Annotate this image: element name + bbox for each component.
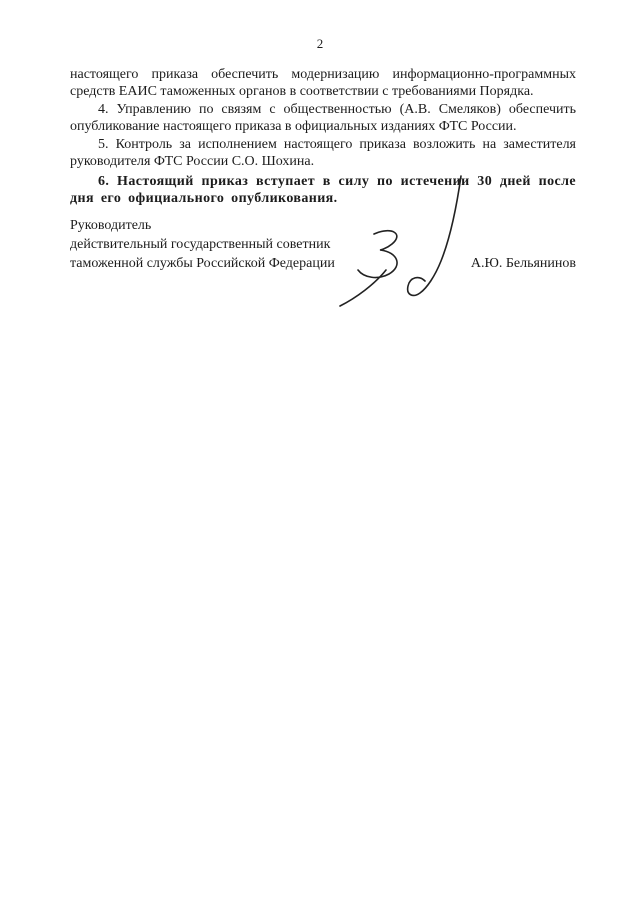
paragraph-continuation: настоящего приказа обеспечить модернизацию информационно-программных средств ЕАИС таможенных органов в соответствии с требованиями Порядка. [70,67,576,99]
paragraph-item-4: 4. Управлению по связям с общественностью (А.В. Смеляков) обеспечить опубликование настоящего приказа в официальных изданиях ФТС России. [70,102,576,134]
paragraph-item-6: 6. Настоящий приказ вступает в силу по истечении 30 дней после дня его официального опубликования. [70,174,576,206]
signature-row [70,255,576,272]
signature-block [70,217,576,272]
official-title-line-1: Руководитель [70,218,152,233]
document-body [70,66,576,272]
page-number: 2 [316,36,324,51]
official-title-line-3: таможенной службы Российской Федерации [70,256,335,271]
official-title-line-2: действительный государственный советник [70,237,331,252]
official-name: А.Ю. Бельянинов [470,256,576,271]
paragraph-item-5: 5. Контроль за исполнением настоящего приказа возложить на заместителя руководителя ФТС России С.О. Шохина. [70,137,576,169]
